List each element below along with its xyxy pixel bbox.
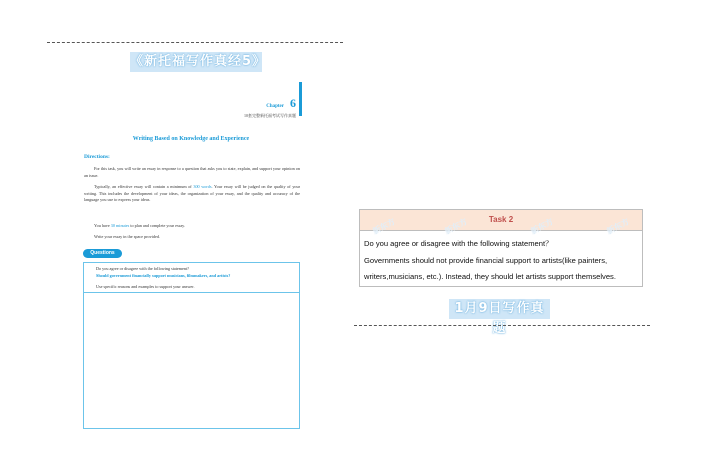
chapter-number: 6 [290, 96, 296, 110]
chapter-subtitle: 10套完整新托福考试写作真题 [244, 113, 296, 118]
task-2-box [359, 209, 643, 287]
task-line-2: Governments should not provide financial support to artists(like painters, [364, 255, 608, 265]
directions-para-4: Write your essay in the space provided. [94, 234, 160, 239]
section-title: Writing Based on Knowledge and Experience [132, 136, 250, 142]
para3-end: to plan and complete your essay. [129, 223, 185, 228]
question-line-3: Use specific reasons and examples to support your answer. [96, 284, 195, 289]
top-divider [47, 42, 343, 43]
question-line-1: Do you agree or disagree with the following statement? [96, 266, 190, 271]
task-line-1: Do you agree or disagree with the following statement？ [364, 239, 553, 248]
chapter-label: Chapter [266, 104, 284, 109]
watermark: 新东方 [443, 216, 469, 237]
directions-para-1: For this task, you will write an essay in response to a question that asks you to state, explain, and support your opinion on an issue. [84, 166, 300, 178]
task-body [360, 231, 642, 286]
bottom-divider [354, 325, 650, 326]
word-count-highlight: 300 words [193, 184, 212, 189]
watermark: 新东方 [605, 216, 631, 237]
para2-start: Typically, an effective essay will contain a minimum of [94, 184, 194, 189]
book-page [80, 80, 302, 430]
task-title: Task 2 [360, 210, 642, 231]
para2-end: . Your essay will be judged on the quality of your writing. This includes the development of your ideas, the organization of your essay, and the quality and accuracy of the language you use to express your ideas. [84, 184, 300, 203]
chapter-header [244, 94, 296, 119]
directions-para-3 [84, 223, 300, 230]
question-box [83, 262, 300, 429]
chapter-accent-bar [299, 82, 302, 116]
watermark: 新东方 [371, 216, 397, 237]
para3-start: You have [94, 223, 111, 228]
question-line-2: Should government financially support musicians, filmmakers, and artists? [96, 273, 231, 278]
book-title-banner: 《新托福写作真经5》 [130, 52, 262, 72]
watermark: 新东方 [529, 216, 555, 237]
questions-badge: Questions [83, 249, 122, 258]
directions-para-2 [84, 184, 300, 204]
time-highlight: 30 minutes [110, 223, 130, 228]
directions-label: Directions: [84, 154, 110, 160]
task-line-3: writers,musicians, etc.). Instead, they should let artists support themselves. [364, 272, 616, 281]
answer-area-divider [84, 292, 299, 293]
date-banner: 1月9日写作真题 [449, 299, 550, 319]
